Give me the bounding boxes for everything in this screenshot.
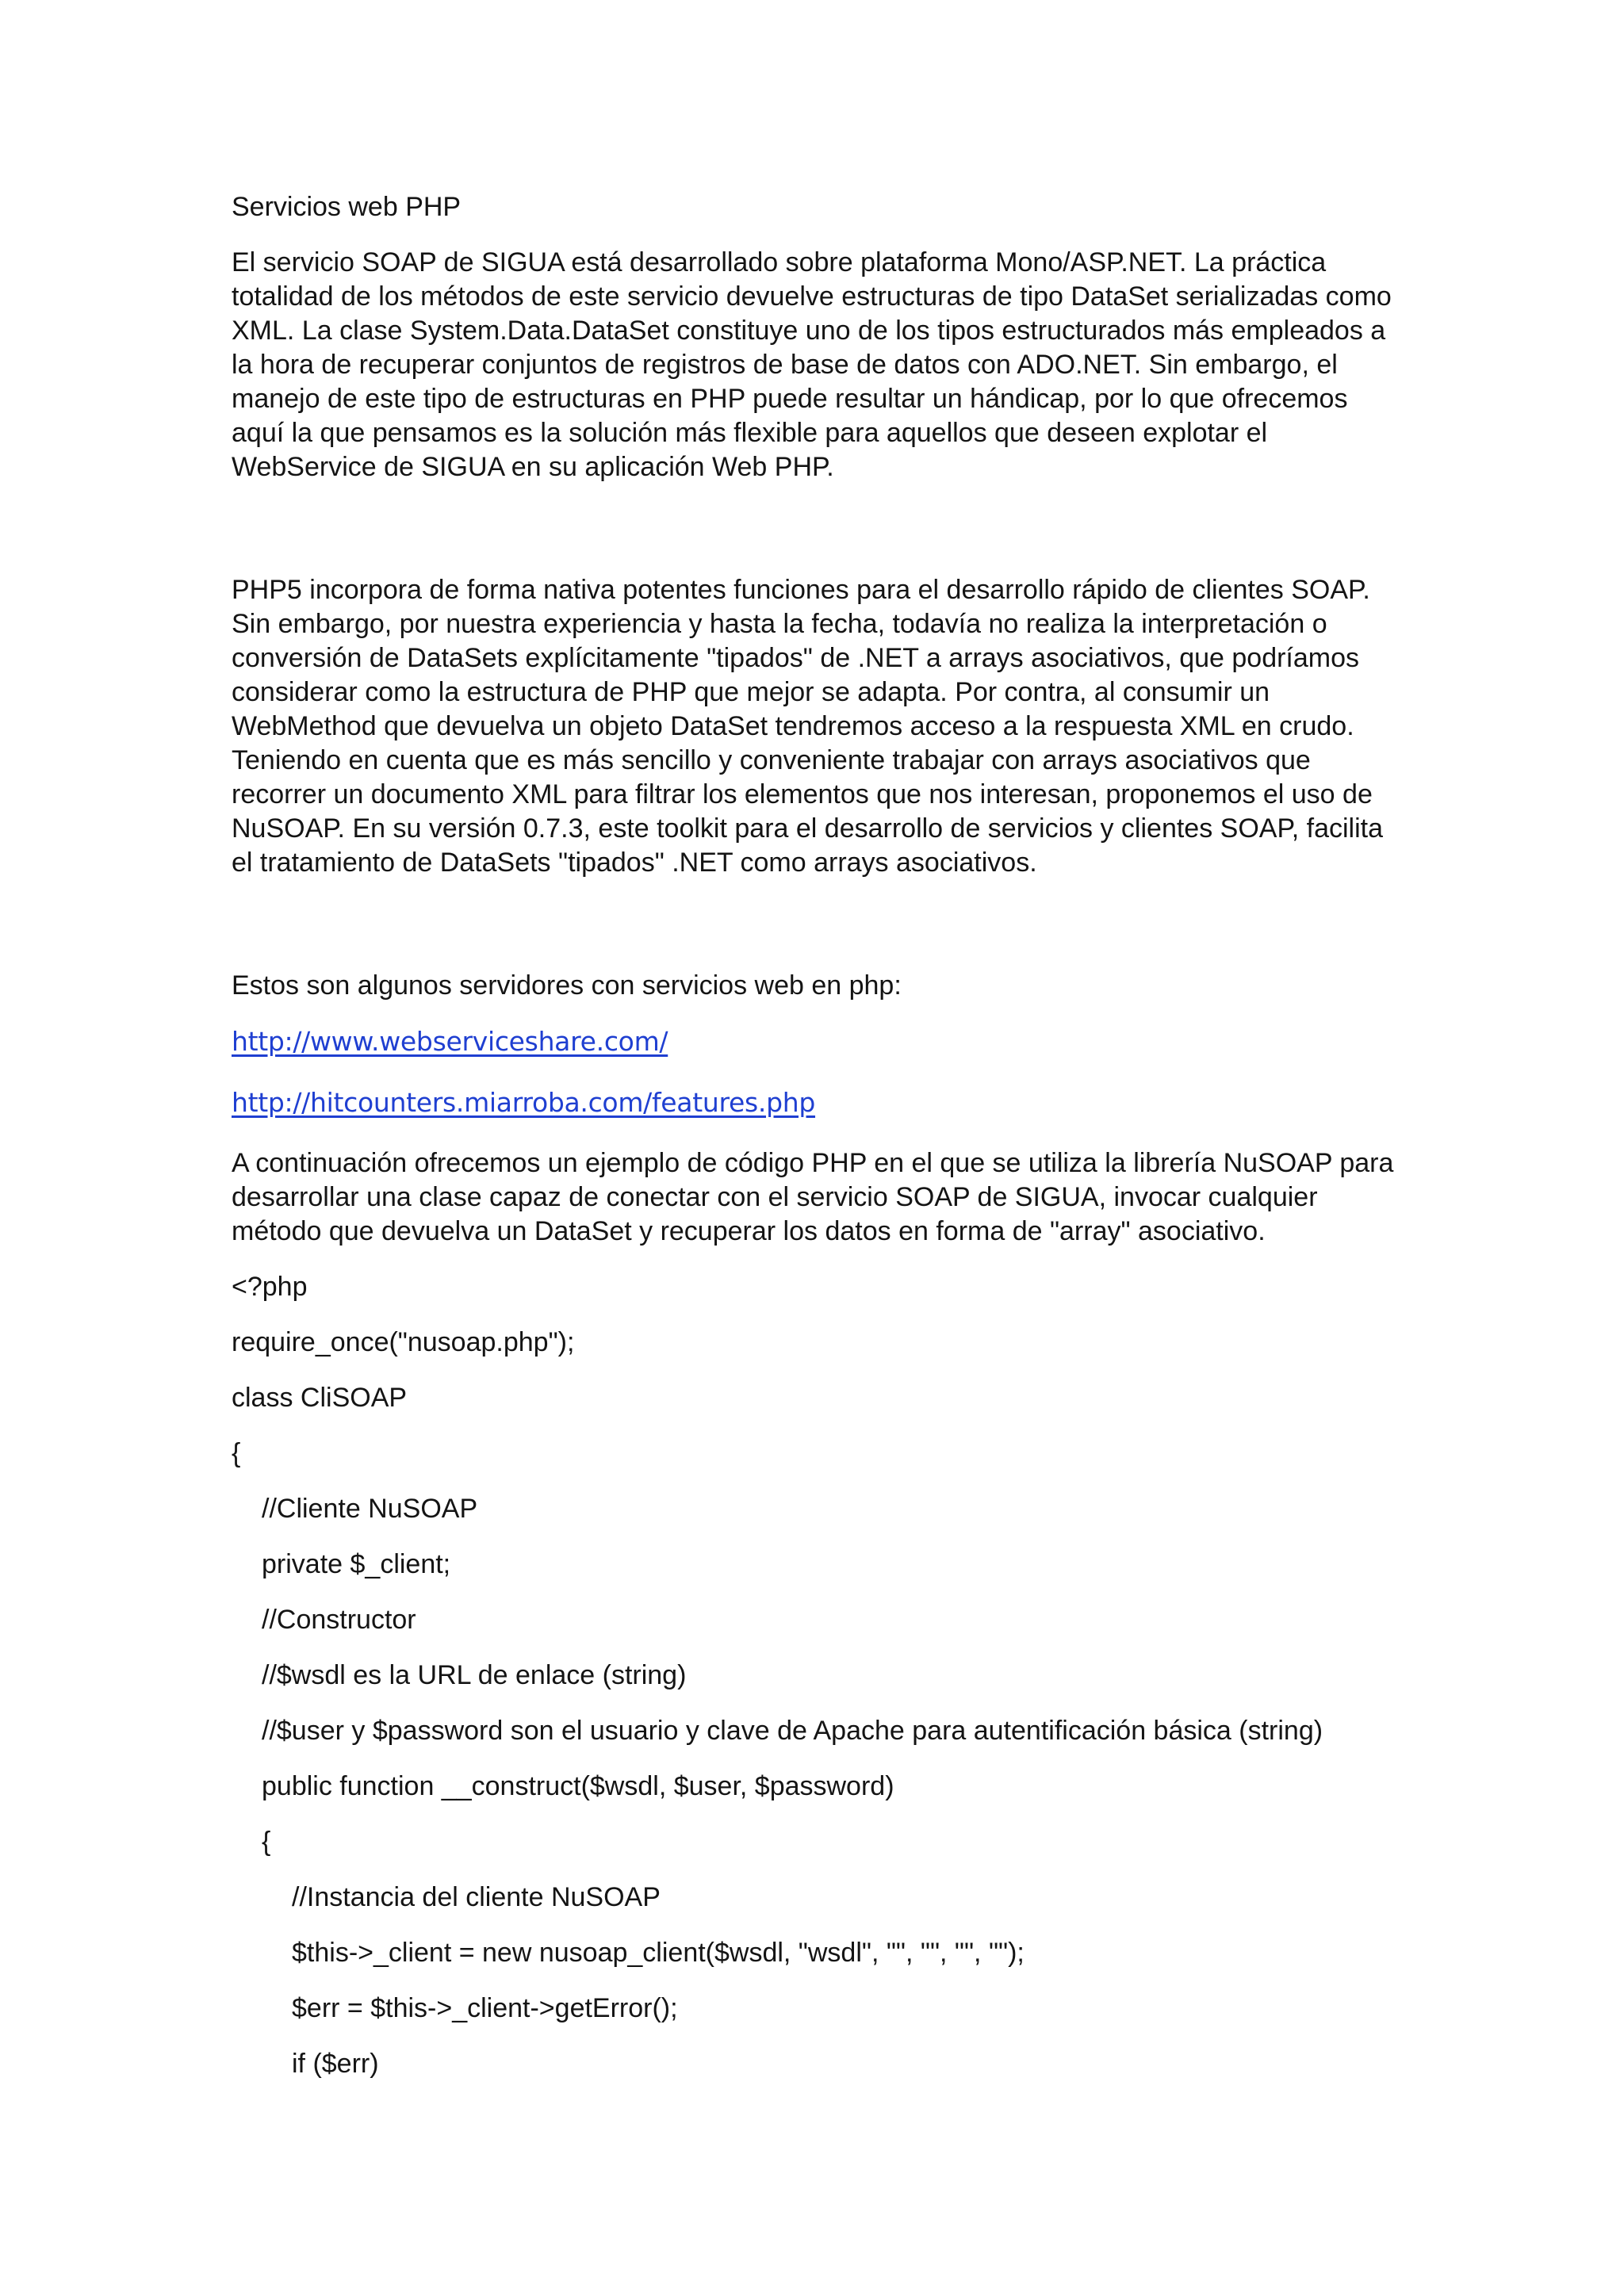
paragraph-servers: Estos son algunos servidores con servicios web en php: xyxy=(232,970,902,1001)
code-line: $this->_client = new nusoap_client($wsdl, "wsdl", "", "", "", ""); xyxy=(292,1938,1025,1968)
link-webserviceshare[interactable]: http://www.webserviceshare.com/ xyxy=(232,1026,668,1057)
code-line: require_once("nusoap.php"); xyxy=(232,1327,575,1357)
code-line: //Cliente NuSOAP xyxy=(262,1494,478,1524)
code-line: public function __construct($wsdl, $user, $password) xyxy=(262,1771,894,1801)
code-line: { xyxy=(262,1827,271,1857)
code-line: <?php xyxy=(232,1272,308,1302)
code-line: $err = $this->_client->getError(); xyxy=(292,1993,678,2023)
code-line: { xyxy=(232,1438,241,1468)
document-title: Servicios web PHP xyxy=(232,192,462,222)
code-line: //Instancia del cliente NuSOAP xyxy=(292,1882,661,1912)
code-line: //Constructor xyxy=(262,1605,416,1635)
document-body xyxy=(232,190,1397,2103)
code-line: if ($err) xyxy=(292,2049,379,2079)
code-line: //$wsdl es la URL de enlace (string) xyxy=(262,1660,687,1690)
paragraph-code-intro: A continuación ofrecemos un ejemplo de código PHP en el que se utiliza la librería NuSOAP para desarrollar una clase capaz de conectar con el servicio SOAP de SIGUA, invocar cualquier método que devuelva un DataSet y recuperar los datos en forma de "array" asociativo. xyxy=(232,1148,1394,1246)
code-line: //$user y $password son el usuario y clave de Apache para autentificación básica (string) xyxy=(262,1716,1323,1746)
code-line: class CliSOAP xyxy=(232,1383,408,1413)
link-hitcounters[interactable]: http://hitcounters.miarroba.com/features.php xyxy=(232,1087,816,1118)
paragraph-intro: El servicio SOAP de SIGUA está desarrollado sobre plataforma Mono/ASP.NET. La práctica totalidad de los métodos de este servicio devuelve estructuras de tipo DataSet serializadas como XML. La clase System.Data.DataSet constituye uno de los tipos estructurados más empleados a la hora de recuperar conjuntos de registros de base de datos con ADO.NET. Sin embargo, el manejo de este tipo de estructuras en PHP puede resultar un hándicap, por lo que ofrecemos aquí la que pensamos es la solución más flexible para aquellos que deseen explotar el WebService de SIGUA en su aplicación Web PHP. xyxy=(232,247,1392,482)
paragraph-php5: PHP5 incorpora de forma nativa potentes funciones para el desarrollo rápido de clientes SOAP. Sin embargo, por nuestra experiencia y hasta la fecha, todavía no realiza la interpretación o conversión de DataSets explícitamente "tipados" de .NET a arrays asociativos, que podríamos considerar como la estructura de PHP que mejor se adapta. Por contra, al consumir un WebMethod que devuelva un objeto DataSet tendremos acceso a la respuesta XML en crudo. Teniendo en cuenta que es más sencillo y conveniente trabajar con arrays asociativos que recorrer un documento XML para filtrar los elementos que nos interesan, proponemos el uso de NuSOAP. En su versión 0.7.3, este toolkit para el desarrollo de servicios y clientes SOAP, facilita el tratamiento de DataSets "tipados" .NET como arrays asociativos. xyxy=(232,575,1384,878)
code-line: private $_client; xyxy=(262,1549,451,1579)
